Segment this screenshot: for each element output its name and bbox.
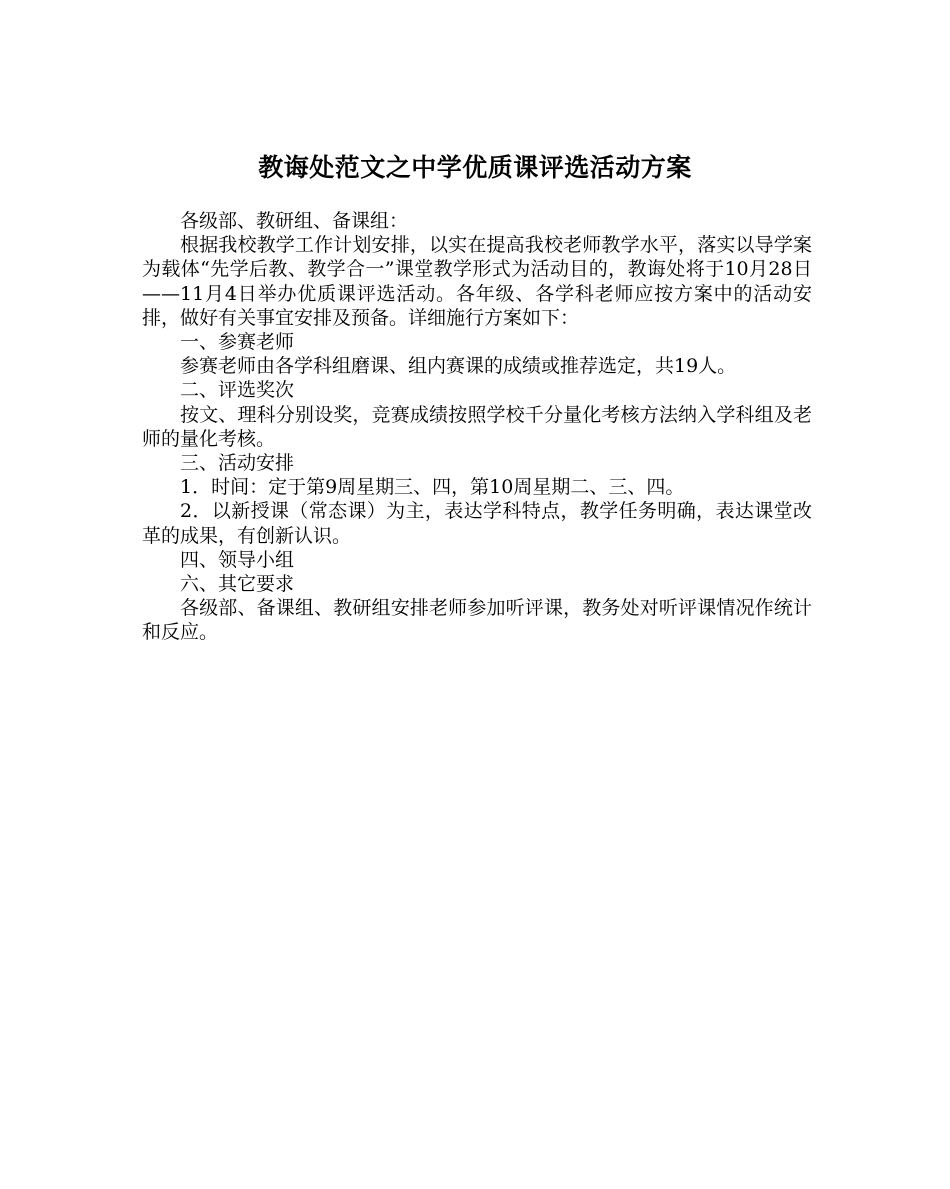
section-heading-awards: 二、评选奖次 bbox=[180, 379, 295, 402]
section-heading-leadership: 四、领导小组 bbox=[180, 548, 295, 571]
paragraph-awards: 按文、理科分别设奖，竞赛成绩按照学校千分量化考核方法纳入学科组及老师的量化考核。 bbox=[142, 403, 812, 450]
paragraph-salutation: 各级部、教研组、备课组： bbox=[180, 210, 409, 232]
document-title: 教诲处范文之中学优质课评选活动方案 bbox=[258, 152, 692, 182]
section-heading-other-requirements: 六、其它要求 bbox=[180, 573, 295, 596]
paragraph-arrangement-time: 1．时间：定于第9周星期三、四，第10周星期二、三、四。 bbox=[180, 476, 685, 499]
document-body bbox=[142, 209, 812, 645]
paragraph-participants: 参赛老师由各学科组磨课、组内赛课的成绩或推荐选定，共19人。 bbox=[180, 355, 737, 378]
paragraph-arrangement-content: 2．以新授课（常态课）为主，表达学科特点，教学任务明确，表达课堂改革的成果，有创新认识。 bbox=[142, 500, 812, 547]
paragraph-other-requirements: 各级部、备课组、教研组安排老师参加听评课，教务处对听评课情况作统计和反应。 bbox=[142, 597, 812, 644]
section-heading-participants: 一、参赛老师 bbox=[180, 331, 295, 354]
section-heading-arrangement: 三、活动安排 bbox=[180, 452, 295, 475]
paragraph-introduction: 根据我校教学工作计划安排，以实在提高我校老师教学水平，落实以导学案为载体“先学后教、教学合一”课堂教学形式为活动目的，教诲处将于10月28日——11月4日举办优质课评选活动。各年级、各学科老师应按方案中的活动安排，做好有关事宜安排及预备。详细施行方案如下： bbox=[142, 234, 812, 329]
